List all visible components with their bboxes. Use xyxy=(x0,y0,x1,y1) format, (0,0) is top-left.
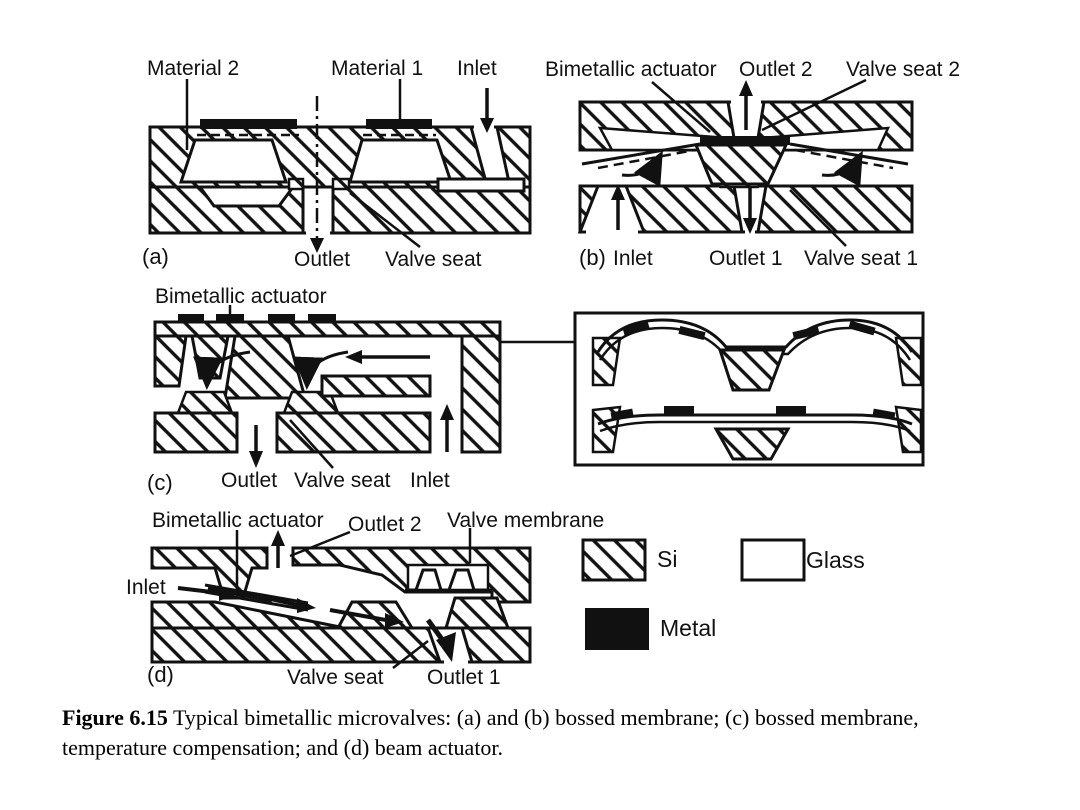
caption-line-2: temperature compensation; and (d) beam actuator. xyxy=(62,735,504,761)
label-valve-seat-2-b: Valve seat 2 xyxy=(846,58,961,81)
metal-strip xyxy=(664,406,694,414)
inset-drawing xyxy=(575,313,923,465)
valve-seat-shape xyxy=(178,392,232,413)
legend-metal-swatch xyxy=(585,608,649,650)
boss-shape xyxy=(696,145,786,184)
label-valve-membrane-d: Valve membrane xyxy=(447,509,605,532)
panel-tag-c: (c) xyxy=(147,470,173,495)
label-outlet-2-b: Outlet 2 xyxy=(739,58,813,81)
flow-arrow-left xyxy=(345,350,430,364)
label-outlet-1-b: Outlet 1 xyxy=(709,247,783,270)
panel-c-drawing xyxy=(155,305,575,468)
legend-label-si: Si xyxy=(657,546,678,572)
label-outlet-2-d: Outlet 2 xyxy=(348,513,422,536)
panel-tag-b: (b) xyxy=(579,245,606,270)
outlet-arrow xyxy=(249,425,263,468)
label-valve-seat-a: Valve seat xyxy=(385,248,482,271)
legend-label-metal: Metal xyxy=(660,615,717,641)
caption-figure-number: Figure 6.15 xyxy=(62,705,168,730)
metal-strip xyxy=(308,314,336,323)
inlet-arrow xyxy=(440,404,454,452)
panel-tag-d: (d) xyxy=(147,662,174,687)
legend-label-glass: Glass xyxy=(806,547,865,573)
label-bimetallic-actuator-b: Bimetallic actuator xyxy=(545,58,717,81)
label-outlet-1-d: Outlet 1 xyxy=(427,666,501,689)
label-outlet-a: Outlet xyxy=(294,248,351,271)
outlet2-arrow xyxy=(271,530,285,568)
label-valve-seat-d: Valve seat xyxy=(287,666,384,689)
legend-glass-swatch xyxy=(742,540,804,580)
label-inlet-a: Inlet xyxy=(457,57,497,80)
label-bimetallic-actuator-c: Bimetallic actuator xyxy=(155,285,327,308)
metal-strip xyxy=(200,119,297,129)
label-inlet-c: Inlet xyxy=(410,469,450,492)
label-bimetallic-actuator-d: Bimetallic actuator xyxy=(152,509,324,532)
label-inlet-b: Inlet xyxy=(613,247,653,270)
flow-arrow xyxy=(822,156,860,175)
panel-b-drawing xyxy=(580,80,912,246)
label-material-1: Material 1 xyxy=(331,57,424,80)
legend-si-swatch xyxy=(583,540,645,580)
panel-d-drawing xyxy=(152,528,530,668)
valve-seat-shape xyxy=(333,179,349,189)
flow-arrow xyxy=(622,156,660,175)
caption-line-1: Figure 6.15 Typical bimetallic microvalves: (a) and (b) bossed membrane; (c) bossed membrane, xyxy=(62,705,919,730)
label-valve-seat-c: Valve seat xyxy=(294,469,391,492)
metal-strip xyxy=(178,314,204,323)
valve-seat-shape xyxy=(289,179,303,189)
metal-strip xyxy=(776,406,806,414)
label-outlet-c: Outlet xyxy=(221,469,278,492)
metal-strip xyxy=(366,119,432,129)
label-inlet-d: Inlet xyxy=(126,576,166,599)
panel-a-drawing xyxy=(150,79,530,253)
label-material-2: Material 2 xyxy=(147,57,240,80)
figure-caption xyxy=(62,703,1027,764)
metal-strip xyxy=(268,314,295,323)
panel-tag-a: (a) xyxy=(142,244,169,269)
label-valve-seat-1-b: Valve seat 1 xyxy=(804,247,919,270)
